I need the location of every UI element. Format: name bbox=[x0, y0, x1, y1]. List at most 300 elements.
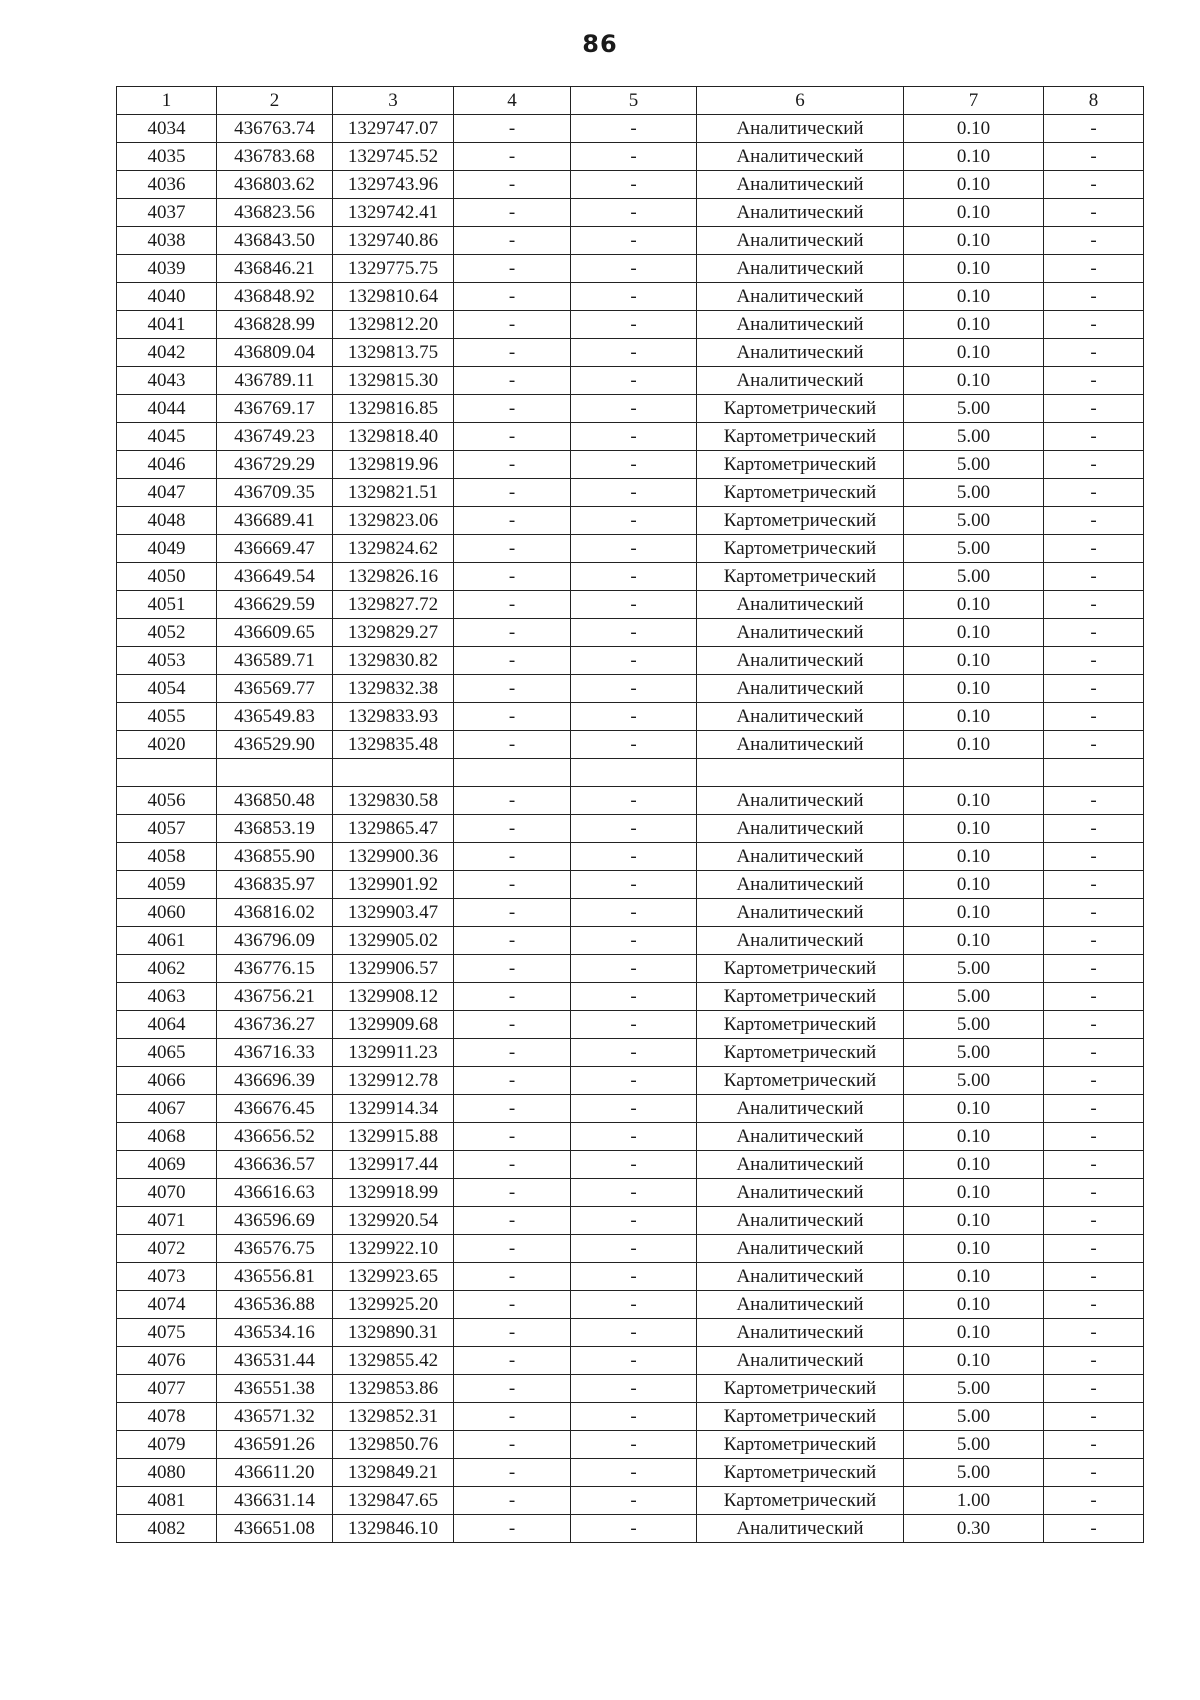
column-5-cell: - bbox=[571, 871, 697, 899]
y-coordinate-cell: 1329742.41 bbox=[333, 199, 454, 227]
point-number-cell: 4020 bbox=[117, 731, 217, 759]
method-cell: Аналитический bbox=[697, 1235, 904, 1263]
y-coordinate-cell: 1329830.82 bbox=[333, 647, 454, 675]
y-coordinate-cell: 1329816.85 bbox=[333, 395, 454, 423]
point-number-cell: 4049 bbox=[117, 535, 217, 563]
x-coordinate-cell: 436631.14 bbox=[217, 1487, 333, 1515]
point-number-cell: 4061 bbox=[117, 927, 217, 955]
column-8-cell: - bbox=[1044, 367, 1144, 395]
table-row bbox=[117, 255, 1144, 283]
column-4-cell: - bbox=[454, 1347, 571, 1375]
table-row bbox=[117, 899, 1144, 927]
table-row bbox=[117, 451, 1144, 479]
point-number-cell: 4052 bbox=[117, 619, 217, 647]
method-cell: Картометрический bbox=[697, 983, 904, 1011]
column-header: 6 bbox=[697, 87, 904, 115]
y-coordinate-cell: 1329918.99 bbox=[333, 1179, 454, 1207]
method-cell: Картометрический bbox=[697, 451, 904, 479]
x-coordinate-cell: 436656.52 bbox=[217, 1123, 333, 1151]
column-8-cell: - bbox=[1044, 871, 1144, 899]
method-cell: Аналитический bbox=[697, 871, 904, 899]
accuracy-cell: 0.10 bbox=[904, 1095, 1044, 1123]
column-8-cell: - bbox=[1044, 1515, 1144, 1543]
column-4-cell: - bbox=[454, 367, 571, 395]
x-coordinate-cell: 436551.38 bbox=[217, 1375, 333, 1403]
column-4-cell: - bbox=[454, 255, 571, 283]
column-8-cell: - bbox=[1044, 339, 1144, 367]
column-5-cell: - bbox=[571, 1403, 697, 1431]
method-cell: Картометрический bbox=[697, 1011, 904, 1039]
accuracy-cell: 0.10 bbox=[904, 1263, 1044, 1291]
accuracy-cell: 5.00 bbox=[904, 1403, 1044, 1431]
column-5-cell: - bbox=[571, 1095, 697, 1123]
y-coordinate-cell: 1329745.52 bbox=[333, 143, 454, 171]
method-cell bbox=[697, 759, 904, 787]
y-coordinate-cell: 1329917.44 bbox=[333, 1151, 454, 1179]
point-number-cell: 4066 bbox=[117, 1067, 217, 1095]
column-4-cell: - bbox=[454, 1515, 571, 1543]
column-4-cell: - bbox=[454, 1403, 571, 1431]
x-coordinate-cell bbox=[217, 759, 333, 787]
y-coordinate-cell: 1329912.78 bbox=[333, 1067, 454, 1095]
table-row bbox=[117, 1263, 1144, 1291]
point-number-cell: 4048 bbox=[117, 507, 217, 535]
column-4-cell: - bbox=[454, 591, 571, 619]
accuracy-cell: 0.10 bbox=[904, 675, 1044, 703]
table-row bbox=[117, 1403, 1144, 1431]
x-coordinate-cell: 436636.57 bbox=[217, 1151, 333, 1179]
x-coordinate-cell: 436763.74 bbox=[217, 115, 333, 143]
accuracy-cell: 0.10 bbox=[904, 283, 1044, 311]
table-row bbox=[117, 143, 1144, 171]
column-4-cell: - bbox=[454, 1095, 571, 1123]
accuracy-cell: 0.10 bbox=[904, 1207, 1044, 1235]
table-row bbox=[117, 367, 1144, 395]
point-number-cell: 4064 bbox=[117, 1011, 217, 1039]
y-coordinate-cell: 1329890.31 bbox=[333, 1319, 454, 1347]
point-number-cell: 4047 bbox=[117, 479, 217, 507]
x-coordinate-cell: 436676.45 bbox=[217, 1095, 333, 1123]
column-8-cell: - bbox=[1044, 1459, 1144, 1487]
point-number-cell: 4067 bbox=[117, 1095, 217, 1123]
accuracy-cell: 5.00 bbox=[904, 451, 1044, 479]
x-coordinate-cell: 436596.69 bbox=[217, 1207, 333, 1235]
accuracy-cell: 5.00 bbox=[904, 423, 1044, 451]
x-coordinate-cell: 436616.63 bbox=[217, 1179, 333, 1207]
table-row bbox=[117, 1291, 1144, 1319]
accuracy-cell: 0.10 bbox=[904, 731, 1044, 759]
x-coordinate-cell: 436769.17 bbox=[217, 395, 333, 423]
column-4-cell: - bbox=[454, 815, 571, 843]
column-header: 3 bbox=[333, 87, 454, 115]
column-5-cell: - bbox=[571, 1487, 697, 1515]
y-coordinate-cell: 1329810.64 bbox=[333, 283, 454, 311]
column-8-cell: - bbox=[1044, 1067, 1144, 1095]
accuracy-cell: 5.00 bbox=[904, 1375, 1044, 1403]
accuracy-cell: 0.10 bbox=[904, 815, 1044, 843]
method-cell: Аналитический bbox=[697, 731, 904, 759]
column-5-cell: - bbox=[571, 1179, 697, 1207]
column-5-cell: - bbox=[571, 563, 697, 591]
table-row bbox=[117, 1207, 1144, 1235]
x-coordinate-cell: 436536.88 bbox=[217, 1291, 333, 1319]
x-coordinate-cell: 436736.27 bbox=[217, 1011, 333, 1039]
method-cell: Аналитический bbox=[697, 1151, 904, 1179]
y-coordinate-cell: 1329827.72 bbox=[333, 591, 454, 619]
point-number-cell: 4080 bbox=[117, 1459, 217, 1487]
method-cell: Картометрический bbox=[697, 955, 904, 983]
table-row bbox=[117, 479, 1144, 507]
y-coordinate-cell: 1329922.10 bbox=[333, 1235, 454, 1263]
table-row bbox=[117, 395, 1144, 423]
method-cell: Аналитический bbox=[697, 703, 904, 731]
column-5-cell: - bbox=[571, 1207, 697, 1235]
column-4-cell: - bbox=[454, 451, 571, 479]
table-row bbox=[117, 1431, 1144, 1459]
y-coordinate-cell: 1329823.06 bbox=[333, 507, 454, 535]
x-coordinate-cell: 436850.48 bbox=[217, 787, 333, 815]
column-4-cell: - bbox=[454, 1207, 571, 1235]
table-row bbox=[117, 171, 1144, 199]
table-row bbox=[117, 731, 1144, 759]
column-8-cell: - bbox=[1044, 227, 1144, 255]
y-coordinate-cell: 1329830.58 bbox=[333, 787, 454, 815]
y-coordinate-cell: 1329743.96 bbox=[333, 171, 454, 199]
table-row bbox=[117, 927, 1144, 955]
method-cell: Аналитический bbox=[697, 1263, 904, 1291]
y-coordinate-cell: 1329900.36 bbox=[333, 843, 454, 871]
method-cell: Аналитический bbox=[697, 115, 904, 143]
point-number-cell: 4078 bbox=[117, 1403, 217, 1431]
accuracy-cell: 0.10 bbox=[904, 1319, 1044, 1347]
column-5-cell: - bbox=[571, 143, 697, 171]
x-coordinate-cell: 436669.47 bbox=[217, 535, 333, 563]
column-8-cell: - bbox=[1044, 1291, 1144, 1319]
column-5-cell: - bbox=[571, 927, 697, 955]
method-cell: Аналитический bbox=[697, 619, 904, 647]
x-coordinate-cell: 436571.32 bbox=[217, 1403, 333, 1431]
accuracy-cell: 5.00 bbox=[904, 535, 1044, 563]
column-4-cell: - bbox=[454, 1375, 571, 1403]
column-4-cell: - bbox=[454, 283, 571, 311]
accuracy-cell: 5.00 bbox=[904, 479, 1044, 507]
table-row bbox=[117, 115, 1144, 143]
column-8-cell: - bbox=[1044, 563, 1144, 591]
column-5-cell: - bbox=[571, 619, 697, 647]
method-cell: Аналитический bbox=[697, 815, 904, 843]
column-5-cell: - bbox=[571, 1235, 697, 1263]
x-coordinate-cell: 436696.39 bbox=[217, 1067, 333, 1095]
column-5-cell: - bbox=[571, 787, 697, 815]
column-5-cell: - bbox=[571, 395, 697, 423]
accuracy-cell: 0.10 bbox=[904, 703, 1044, 731]
column-8-cell: - bbox=[1044, 1095, 1144, 1123]
table-body bbox=[117, 115, 1144, 1543]
column-5-cell: - bbox=[571, 1291, 697, 1319]
x-coordinate-cell: 436803.62 bbox=[217, 171, 333, 199]
x-coordinate-cell: 436611.20 bbox=[217, 1459, 333, 1487]
table-row bbox=[117, 1095, 1144, 1123]
method-cell: Аналитический bbox=[697, 1123, 904, 1151]
y-coordinate-cell: 1329740.86 bbox=[333, 227, 454, 255]
x-coordinate-cell: 436556.81 bbox=[217, 1263, 333, 1291]
method-cell: Картометрический bbox=[697, 1403, 904, 1431]
column-5-cell: - bbox=[571, 171, 697, 199]
accuracy-cell: 0.10 bbox=[904, 171, 1044, 199]
point-number-cell: 4071 bbox=[117, 1207, 217, 1235]
y-coordinate-cell: 1329815.30 bbox=[333, 367, 454, 395]
column-5-cell: - bbox=[571, 843, 697, 871]
x-coordinate-cell: 436629.59 bbox=[217, 591, 333, 619]
column-4-cell: - bbox=[454, 143, 571, 171]
point-number-cell bbox=[117, 759, 217, 787]
column-8-cell: - bbox=[1044, 731, 1144, 759]
y-coordinate-cell: 1329849.21 bbox=[333, 1459, 454, 1487]
x-coordinate-cell: 436796.09 bbox=[217, 927, 333, 955]
table-row bbox=[117, 843, 1144, 871]
column-5-cell: - bbox=[571, 227, 697, 255]
method-cell: Аналитический bbox=[697, 1179, 904, 1207]
table-header-row bbox=[117, 87, 1144, 115]
accuracy-cell: 0.10 bbox=[904, 115, 1044, 143]
table-row bbox=[117, 1067, 1144, 1095]
accuracy-cell: 5.00 bbox=[904, 395, 1044, 423]
y-coordinate-cell: 1329865.47 bbox=[333, 815, 454, 843]
column-5-cell: - bbox=[571, 1263, 697, 1291]
point-number-cell: 4053 bbox=[117, 647, 217, 675]
column-8-cell: - bbox=[1044, 283, 1144, 311]
column-8-cell: - bbox=[1044, 1403, 1144, 1431]
method-cell: Аналитический bbox=[697, 843, 904, 871]
column-5-cell: - bbox=[571, 1347, 697, 1375]
method-cell: Аналитический bbox=[697, 367, 904, 395]
method-cell: Аналитический bbox=[697, 1515, 904, 1543]
accuracy-cell: 0.10 bbox=[904, 143, 1044, 171]
column-8-cell: - bbox=[1044, 1487, 1144, 1515]
x-coordinate-cell: 436816.02 bbox=[217, 899, 333, 927]
column-8-cell: - bbox=[1044, 535, 1144, 563]
point-number-cell: 4068 bbox=[117, 1123, 217, 1151]
accuracy-cell: 5.00 bbox=[904, 1039, 1044, 1067]
x-coordinate-cell: 436529.90 bbox=[217, 731, 333, 759]
accuracy-cell: 0.10 bbox=[904, 899, 1044, 927]
column-4-cell: - bbox=[454, 423, 571, 451]
column-8-cell: - bbox=[1044, 927, 1144, 955]
table-row bbox=[117, 535, 1144, 563]
coordinates-table bbox=[116, 86, 1144, 1543]
method-cell: Аналитический bbox=[697, 199, 904, 227]
column-4-cell: - bbox=[454, 731, 571, 759]
column-4-cell: - bbox=[454, 703, 571, 731]
column-4-cell: - bbox=[454, 675, 571, 703]
column-8-cell: - bbox=[1044, 1123, 1144, 1151]
column-4-cell: - bbox=[454, 1431, 571, 1459]
column-5-cell: - bbox=[571, 283, 697, 311]
x-coordinate-cell: 436609.65 bbox=[217, 619, 333, 647]
method-cell: Картометрический bbox=[697, 535, 904, 563]
point-number-cell: 4036 bbox=[117, 171, 217, 199]
point-number-cell: 4041 bbox=[117, 311, 217, 339]
x-coordinate-cell: 436531.44 bbox=[217, 1347, 333, 1375]
y-coordinate-cell: 1329903.47 bbox=[333, 899, 454, 927]
column-4-cell bbox=[454, 759, 571, 787]
method-cell: Аналитический bbox=[697, 787, 904, 815]
column-5-cell: - bbox=[571, 1123, 697, 1151]
point-number-cell: 4043 bbox=[117, 367, 217, 395]
column-5-cell: - bbox=[571, 1067, 697, 1095]
x-coordinate-cell: 436729.29 bbox=[217, 451, 333, 479]
y-coordinate-cell: 1329832.38 bbox=[333, 675, 454, 703]
column-4-cell: - bbox=[454, 1123, 571, 1151]
y-coordinate-cell: 1329906.57 bbox=[333, 955, 454, 983]
x-coordinate-cell: 436589.71 bbox=[217, 647, 333, 675]
point-number-cell: 4060 bbox=[117, 899, 217, 927]
y-coordinate-cell: 1329847.65 bbox=[333, 1487, 454, 1515]
y-coordinate-cell: 1329925.20 bbox=[333, 1291, 454, 1319]
method-cell: Аналитический bbox=[697, 1319, 904, 1347]
method-cell: Картометрический bbox=[697, 479, 904, 507]
table-row bbox=[117, 703, 1144, 731]
point-number-cell: 4040 bbox=[117, 283, 217, 311]
column-5-cell: - bbox=[571, 115, 697, 143]
method-cell: Аналитический bbox=[697, 647, 904, 675]
column-4-cell: - bbox=[454, 339, 571, 367]
column-8-cell: - bbox=[1044, 899, 1144, 927]
y-coordinate-cell: 1329835.48 bbox=[333, 731, 454, 759]
column-5-cell: - bbox=[571, 675, 697, 703]
column-8-cell: - bbox=[1044, 647, 1144, 675]
accuracy-cell: 0.10 bbox=[904, 227, 1044, 255]
column-8-cell: - bbox=[1044, 199, 1144, 227]
accuracy-cell: 5.00 bbox=[904, 955, 1044, 983]
x-coordinate-cell: 436576.75 bbox=[217, 1235, 333, 1263]
point-number-cell: 4057 bbox=[117, 815, 217, 843]
column-8-cell: - bbox=[1044, 255, 1144, 283]
point-number-cell: 4045 bbox=[117, 423, 217, 451]
column-4-cell: - bbox=[454, 115, 571, 143]
accuracy-cell: 0.10 bbox=[904, 199, 1044, 227]
accuracy-cell: 5.00 bbox=[904, 563, 1044, 591]
column-5-cell: - bbox=[571, 647, 697, 675]
column-8-cell: - bbox=[1044, 1263, 1144, 1291]
column-4-cell: - bbox=[454, 619, 571, 647]
y-coordinate-cell: 1329852.31 bbox=[333, 1403, 454, 1431]
x-coordinate-cell: 436789.11 bbox=[217, 367, 333, 395]
y-coordinate-cell: 1329819.96 bbox=[333, 451, 454, 479]
table-row bbox=[117, 1151, 1144, 1179]
column-8-cell: - bbox=[1044, 1039, 1144, 1067]
column-4-cell: - bbox=[454, 927, 571, 955]
x-coordinate-cell: 436776.15 bbox=[217, 955, 333, 983]
y-coordinate-cell: 1329824.62 bbox=[333, 535, 454, 563]
accuracy-cell: 0.10 bbox=[904, 647, 1044, 675]
column-4-cell: - bbox=[454, 311, 571, 339]
accuracy-cell: 0.10 bbox=[904, 871, 1044, 899]
table-row bbox=[117, 507, 1144, 535]
column-4-cell: - bbox=[454, 1151, 571, 1179]
column-4-cell: - bbox=[454, 787, 571, 815]
x-coordinate-cell: 436591.26 bbox=[217, 1431, 333, 1459]
column-8-cell: - bbox=[1044, 171, 1144, 199]
table-row bbox=[117, 675, 1144, 703]
method-cell: Картометрический bbox=[697, 395, 904, 423]
point-number-cell: 4070 bbox=[117, 1179, 217, 1207]
table-row bbox=[117, 1347, 1144, 1375]
column-header: 1 bbox=[117, 87, 217, 115]
column-5-cell: - bbox=[571, 1319, 697, 1347]
column-8-cell: - bbox=[1044, 395, 1144, 423]
column-5-cell: - bbox=[571, 955, 697, 983]
point-number-cell: 4037 bbox=[117, 199, 217, 227]
column-4-cell: - bbox=[454, 871, 571, 899]
y-coordinate-cell: 1329914.34 bbox=[333, 1095, 454, 1123]
y-coordinate-cell: 1329846.10 bbox=[333, 1515, 454, 1543]
point-number-cell: 4046 bbox=[117, 451, 217, 479]
column-8-cell: - bbox=[1044, 787, 1144, 815]
accuracy-cell: 0.10 bbox=[904, 311, 1044, 339]
point-number-cell: 4062 bbox=[117, 955, 217, 983]
table-row bbox=[117, 787, 1144, 815]
column-5-cell: - bbox=[571, 1375, 697, 1403]
method-cell: Аналитический bbox=[697, 311, 904, 339]
point-number-cell: 4034 bbox=[117, 115, 217, 143]
accuracy-cell bbox=[904, 759, 1044, 787]
column-4-cell: - bbox=[454, 1263, 571, 1291]
method-cell: Аналитический bbox=[697, 1347, 904, 1375]
column-4-cell: - bbox=[454, 843, 571, 871]
table-row bbox=[117, 1011, 1144, 1039]
method-cell: Картометрический bbox=[697, 1039, 904, 1067]
accuracy-cell: 5.00 bbox=[904, 1011, 1044, 1039]
column-8-cell: - bbox=[1044, 955, 1144, 983]
point-number-cell: 4035 bbox=[117, 143, 217, 171]
column-5-cell: - bbox=[571, 1151, 697, 1179]
point-number-cell: 4054 bbox=[117, 675, 217, 703]
table-row bbox=[117, 339, 1144, 367]
column-8-cell: - bbox=[1044, 479, 1144, 507]
accuracy-cell: 0.10 bbox=[904, 1123, 1044, 1151]
column-4-cell: - bbox=[454, 1487, 571, 1515]
column-4-cell: - bbox=[454, 535, 571, 563]
column-8-cell: - bbox=[1044, 983, 1144, 1011]
y-coordinate-cell: 1329850.76 bbox=[333, 1431, 454, 1459]
y-coordinate-cell: 1329915.88 bbox=[333, 1123, 454, 1151]
column-5-cell: - bbox=[571, 479, 697, 507]
accuracy-cell: 5.00 bbox=[904, 507, 1044, 535]
column-4-cell: - bbox=[454, 507, 571, 535]
method-cell: Аналитический bbox=[697, 143, 904, 171]
y-coordinate-cell: 1329818.40 bbox=[333, 423, 454, 451]
column-5-cell: - bbox=[571, 1039, 697, 1067]
table-row bbox=[117, 199, 1144, 227]
x-coordinate-cell: 436809.04 bbox=[217, 339, 333, 367]
point-number-cell: 4051 bbox=[117, 591, 217, 619]
column-8-cell: - bbox=[1044, 507, 1144, 535]
accuracy-cell: 0.10 bbox=[904, 1347, 1044, 1375]
column-8-cell: - bbox=[1044, 423, 1144, 451]
point-number-cell: 4072 bbox=[117, 1235, 217, 1263]
accuracy-cell: 0.10 bbox=[904, 843, 1044, 871]
point-number-cell: 4055 bbox=[117, 703, 217, 731]
point-number-cell: 4038 bbox=[117, 227, 217, 255]
x-coordinate-cell: 436716.33 bbox=[217, 1039, 333, 1067]
y-coordinate-cell: 1329920.54 bbox=[333, 1207, 454, 1235]
point-number-cell: 4058 bbox=[117, 843, 217, 871]
method-cell: Аналитический bbox=[697, 1207, 904, 1235]
x-coordinate-cell: 436651.08 bbox=[217, 1515, 333, 1543]
method-cell: Аналитический bbox=[697, 899, 904, 927]
table-row bbox=[117, 1487, 1144, 1515]
